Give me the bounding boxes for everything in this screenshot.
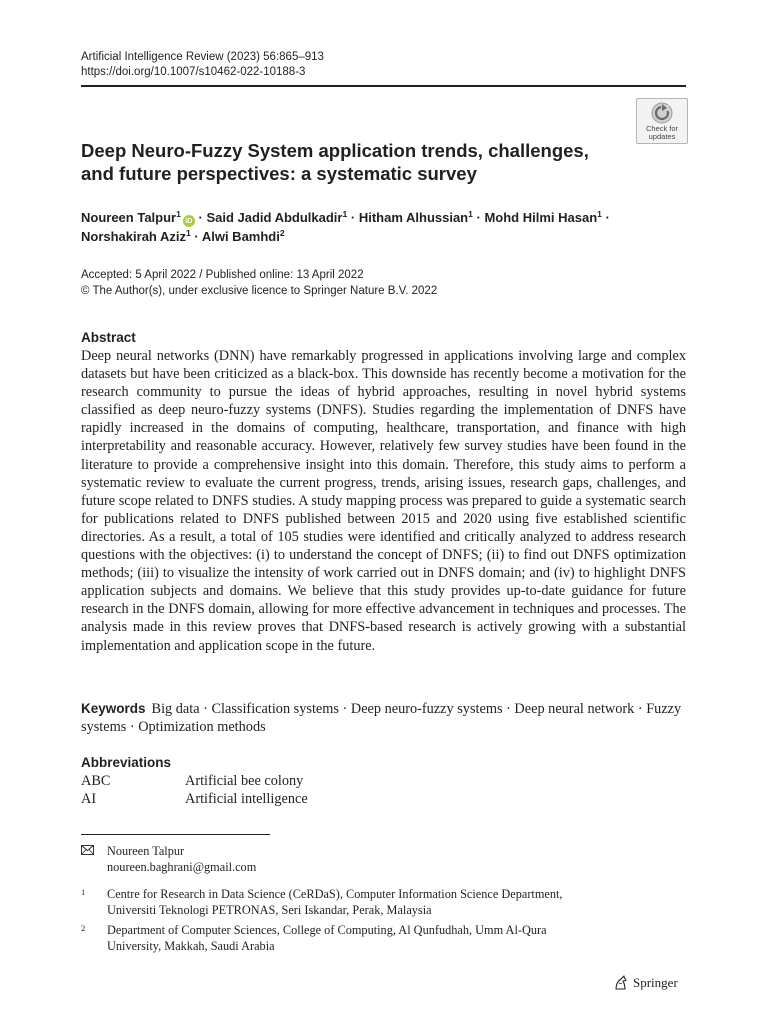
keywords-label: Keywords: [81, 701, 146, 716]
header-rule: [81, 85, 686, 87]
springer-logo[interactable]: [613, 975, 678, 991]
accepted-published-dates: Accepted: 5 April 2022 / Published online: 13 April 2022: [81, 269, 364, 281]
abbreviation-row: [81, 790, 308, 808]
abbreviation-definition: Artificial bee colony: [185, 773, 304, 789]
author-separator: ·: [194, 229, 199, 244]
author-affiliation-mark: 1: [468, 209, 473, 219]
publisher-name: Springer: [633, 975, 678, 990]
badge-line-1: Check for: [645, 124, 679, 133]
doi-link[interactable]: https://doi.org/10.1007/s10462-022-10188-3: [81, 66, 306, 78]
affiliation-line: Centre for Research in Data Science (CeRDaS), Computer Information Science Department,: [107, 887, 563, 901]
abbreviation-term: ABC: [81, 773, 111, 789]
author-affiliation-mark: 2: [279, 228, 285, 238]
author-separator: ·: [476, 210, 481, 225]
author-name[interactable]: Mohd Hilmi Hasan: [484, 210, 598, 225]
abbreviation-row: [81, 772, 308, 790]
affiliation-number: 2: [81, 923, 86, 933]
author-name[interactable]: Said Jadid Abdulkadir: [206, 210, 343, 225]
envelope-icon: [81, 845, 94, 855]
affiliation-2: [81, 922, 677, 954]
paper-title: Deep Neuro-Fuzzy System application trends, challenges, and future perspectives: a systematic survey: [81, 140, 589, 184]
orcid-icon[interactable]: iD: [183, 215, 195, 227]
abstract-heading: Abstract: [81, 330, 136, 345]
contact-name: Noureen Talpur: [107, 844, 185, 858]
badge-line-2: updates: [648, 132, 676, 141]
affiliation-line: Department of Computer Sciences, College of Computing, Al Qunfudhah, Umm Al-Qura: [107, 923, 547, 937]
check-for-updates-badge[interactable]: [636, 98, 688, 144]
author-list: [81, 208, 696, 246]
affiliation-number: 1: [81, 887, 86, 897]
author-affiliation-mark: 1: [186, 228, 191, 238]
author-separator: ·: [605, 210, 610, 225]
footnote-rule: [81, 834, 270, 835]
corresponding-author: [81, 843, 256, 875]
springer-horse-icon: [613, 975, 629, 991]
affiliation-line: Universiti Teknologi PETRONAS, Seri Iskandar, Perak, Malaysia: [107, 903, 432, 917]
journal-citation: Artificial Intelligence Review (2023) 56:865–913: [81, 51, 324, 63]
abbreviation-term: AI: [81, 791, 97, 808]
publication-dates: [81, 267, 437, 299]
abbreviation-definition: Artificial intelligence: [185, 791, 308, 808]
copyright-notice: © The Author(s), under exclusive licence to Springer Nature B.V. 2022: [81, 285, 438, 297]
author-separator: ·: [350, 210, 356, 225]
keywords-section: [81, 700, 686, 736]
affiliation-line: University, Makkah, Saudi Arabia: [107, 939, 275, 953]
abstract-body: Deep neural networks (DNN) have remarkably progressed in applications involving large and complex datasets but have been criticized as a black-box. This downside has recently become a motivation for the research community to pursue the ideas of hybrid approaches, resulting in novel hybrid systems classified as deep neuro-fuzzy systems (DNFS). Studies regarding the implementation of DNFS have rapidly increased in the domains of computing, healthcare, transportation, and finance with high interpretability and reasonable accuracy. However, relatively few survey studies have been found in the literature to provide a comprehensive insight into this domain. Therefore, this study aims to perform a systematic review to evaluate the current progress, trends, arising issues, research gaps, challenges, and future scope related to DNFS studies. A study mapping process was prepared to guide a systematic search for publications related to DNFS published between 2015 and 2020 using five established scientific directories. As a result, a total of 105 studies were identified and critically analyzed to address research questions with the objectives: (i) to understand the concept of DNFS; (ii) to find out DNFS optimization methods; (iii) to visualize the intensity of work carried out in DNFS domain; and (iv) to highlight DNFS application subjects and domains. We believe that this study provides up-to-date guidance for future research in the DNFS domain, allowing for more effective advancement in techniques and processes. The analysis made in this review proves that DNFS-based research is actively growing with a substantial implementation and application scope in the future.: [81, 348, 686, 654]
author-name[interactable]: Noureen Talpur: [81, 210, 177, 225]
author-name[interactable]: Norshakirah Aziz: [81, 229, 186, 244]
abbreviations-table: [81, 772, 308, 808]
affiliation-1: [81, 886, 677, 918]
author-name[interactable]: Hitham Alhussian: [358, 210, 469, 225]
author-affiliation-mark: 1: [342, 209, 348, 219]
author-name[interactable]: Alwi Bamhdi: [201, 229, 280, 244]
author-affiliation-mark: 1: [176, 209, 181, 219]
journal-header: [81, 50, 324, 80]
keywords-list: Big data · Classification systems · Deep neuro-fuzzy systems · Deep neural network · Fuzzy systems · Optimization methods: [81, 701, 682, 736]
abbreviations-heading: Abbreviations: [81, 755, 172, 770]
check-for-updates-icon: [651, 102, 673, 124]
author-affiliation-mark: 1: [597, 209, 602, 219]
contact-email[interactable]: noureen.baghrani@gmail.com: [107, 860, 257, 874]
author-separator: ·: [198, 210, 203, 225]
